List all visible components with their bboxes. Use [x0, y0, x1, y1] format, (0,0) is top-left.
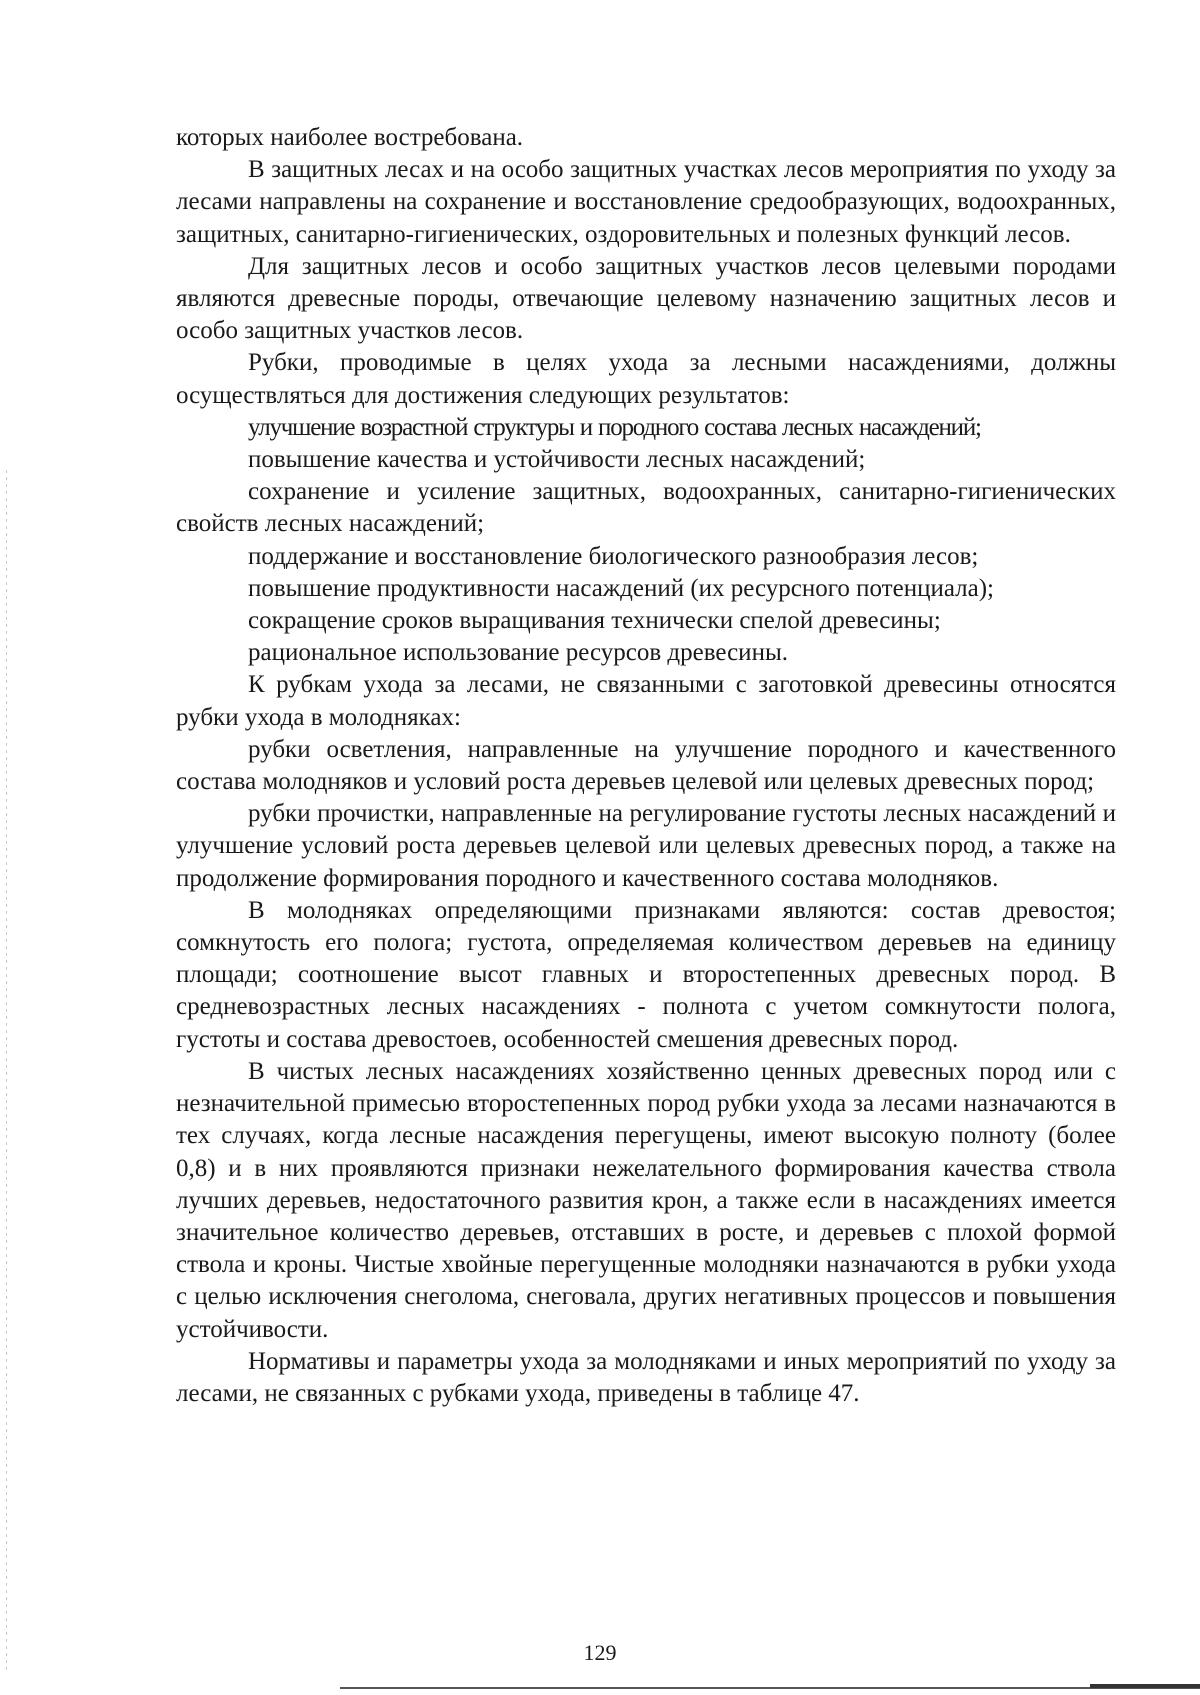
bottom-rule [340, 1687, 1200, 1689]
list-item: рубки осветления, направленные на улучшение породного и качественного состава молодняков и условий роста деревьев целевой или целевых древесных пород; [176, 735, 1116, 796]
paragraph: В молодняках определяющими признаками являются: состав древостоя; сомкнутость его полога; густота, определяемая количеством деревьев на единицу площади; соотношение высот главных и второстепенных древесных пород. В средневозрастных лесных насаждениях - полнота с учетом сомкнутости полога, густоты и состава древостоев, особенностей смешения древесных пород. [176, 896, 1116, 1053]
paragraph: В защитных лесах и на особо защитных участках лесов мероприятия по уходу за лесами направлены на сохранение и восстановление средообразующих, водоохранных, защитных, санитарно-гигиенических, оздоровительных и полезных функций лесов. [176, 156, 1116, 248]
list-item: сокращение сроков выращивания технически спелой древесины; [248, 607, 941, 635]
list-item: рациональное использование ресурсов древесины. [248, 639, 788, 667]
paragraph: К рубкам ухода за лесами, не связанными с заготовкой древесины относятся рубки ухода в молодняках: [176, 671, 1116, 731]
page-number: 129 [583, 1640, 617, 1665]
paragraph: Для защитных лесов и особо защитных участков лесов целевыми породами являются древесные породы, отвечающие целевому назначению защитных лесов и особо защитных участков лесов. [176, 252, 1116, 345]
paragraph: В чистых лесных насаждениях хозяйственно ценных древесных пород или с незначительной примесью второстепенных пород рубки ухода за лесами назначаются в тех случаях, когда лесные насаждения перегущены, имеют высокую полноту (более 0,8) и в них проявляются признаки нежелательного формирования качества ствола лучших деревьев, недостаточного развития крон, а также если в насаждениях имеется значительное количество деревьев, отставших в росте, и деревьев с плохой формой ствола и кроны. Чистые хвойные перегущенные молодняки назначаются в рубки ухода с целью исключения снеголома, снеговала, других негативных процессов и повышения устойчивости. [176, 1057, 1116, 1343]
list-item: сохранение и усиление защитных, водоохранных, санитарно-гигиенических свойств лесных насаждений; [176, 478, 1116, 538]
scan-edge-mark [6, 470, 7, 1670]
paragraph: Нормативы и параметры ухода за молодняками и иных мероприятий по уходу за лесами, не связанных с рубками ухода, приведены в таблице 47. [176, 1347, 1116, 1407]
list-item: поддержание и восстановление биологического разнообразия лесов; [248, 542, 979, 570]
list-item: улучшение возрастной структуры и породного состава лесных насаждений; [248, 413, 981, 441]
list-item: повышение качества и устойчивости лесных насаждений; [248, 446, 866, 474]
paragraph-continuation: которых наиболее востребована. [176, 124, 524, 151]
list-item: рубки прочистки, направленные на регулирование густоты лесных насаждений и улучшение условий роста деревьев целевой или целевых древесных пород, а также на продолжение формирования породного и качественного состава молодняков. [176, 800, 1116, 892]
paragraph: Рубки, проводимые в целях ухода за лесными насаждениями, должны осуществляться для достижения следующих результатов: [176, 349, 1116, 409]
list-item: повышение продуктивности насаждений (их ресурсного потенциала); [248, 574, 994, 602]
page-body [176, 122, 1116, 1410]
